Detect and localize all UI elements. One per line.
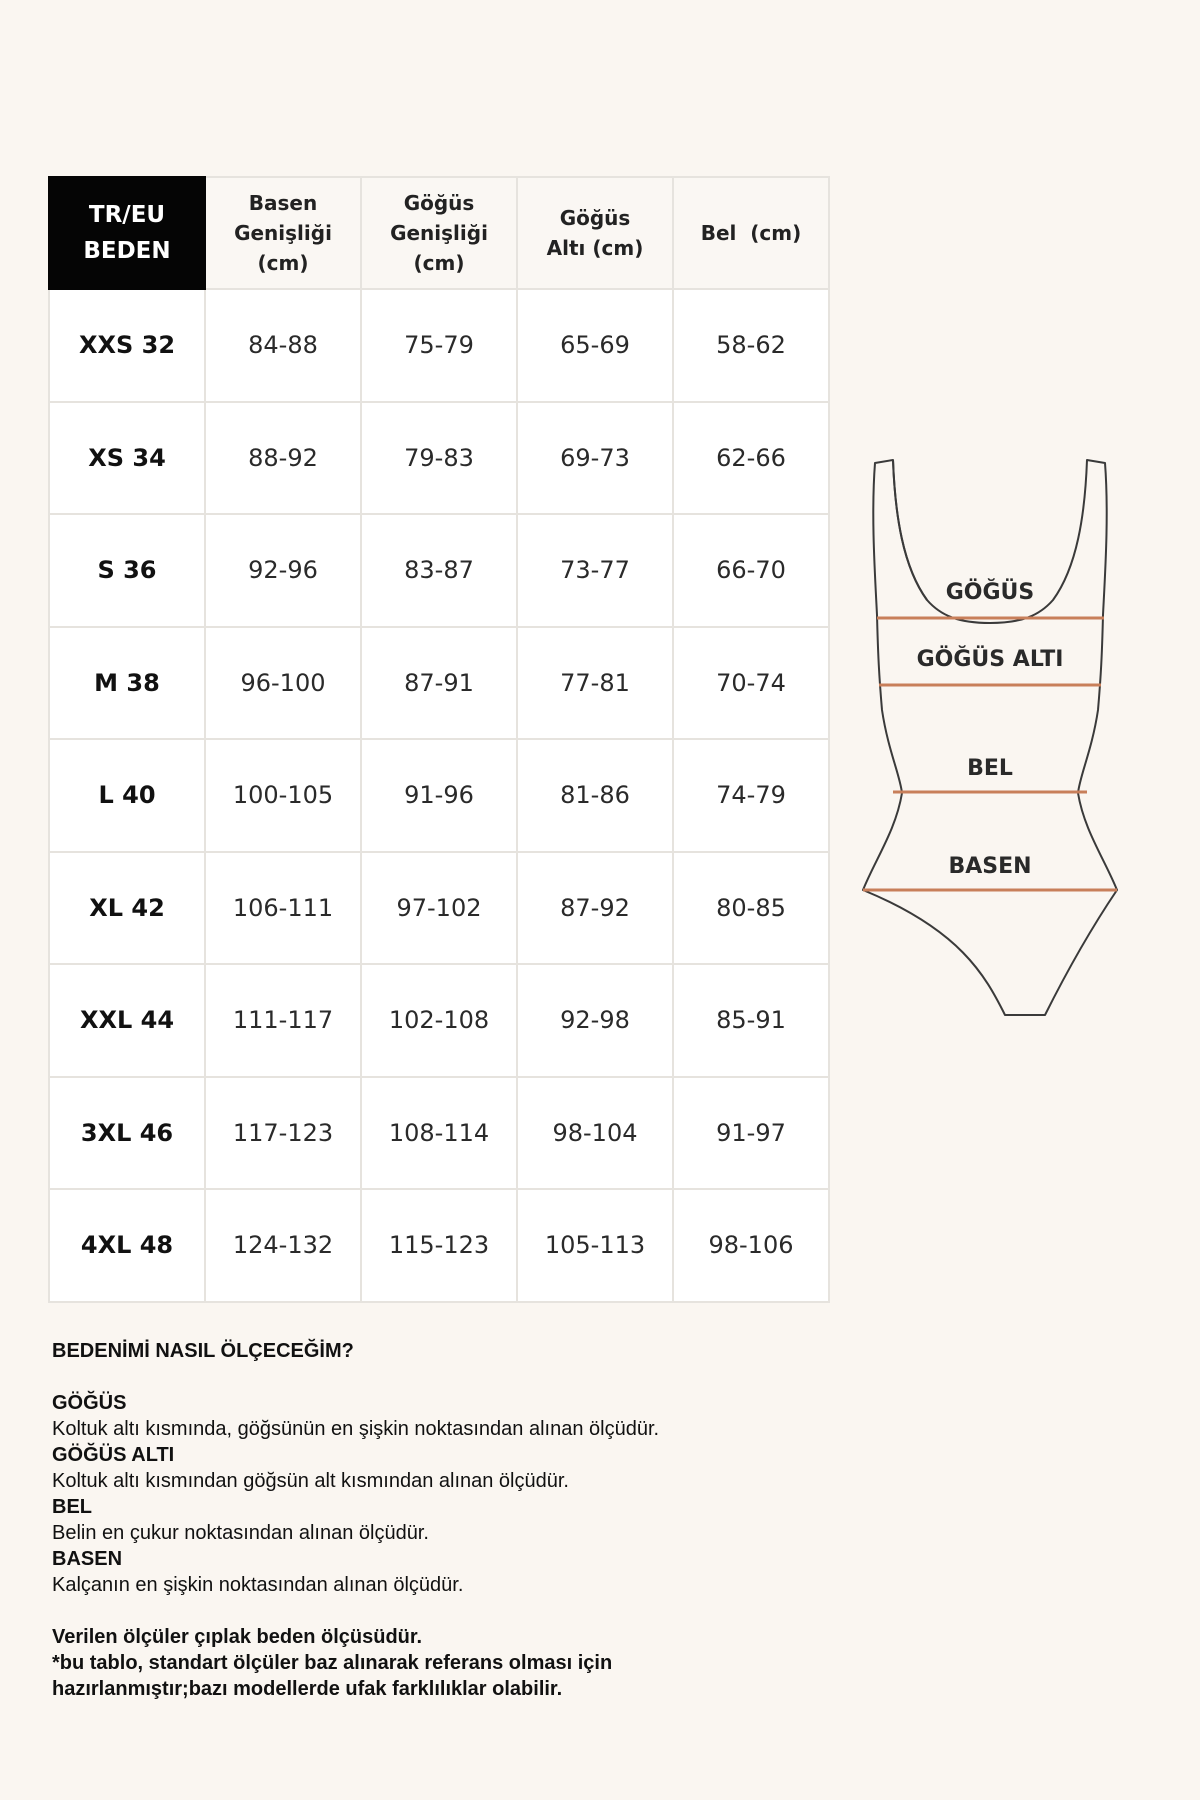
waist-cell: 58-62 — [673, 289, 829, 402]
guide-note: *bu tablo, standart ölçüler baz alınarak referans olması için — [52, 1652, 613, 1674]
underbust-cell: 81-86 — [517, 739, 673, 852]
hip-cell: 124-132 — [205, 1189, 361, 1302]
size-cell: XL 42 — [49, 852, 205, 965]
size-cell: L 40 — [49, 739, 205, 852]
table-row — [49, 739, 829, 852]
header-bust-width — [361, 177, 517, 289]
table-row — [49, 964, 829, 1077]
header-line: Göğüs — [403, 191, 475, 215]
table-row — [49, 1189, 829, 1302]
hip-label: BASEN — [948, 854, 1032, 879]
guide-note: hazırlanmıştır;bazı modellerde ufak farklılıklar olabilir. — [52, 1678, 563, 1700]
bust-label: GÖĞÜS — [945, 580, 1035, 605]
waist-cell: 85-91 — [673, 964, 829, 1077]
header-line: BEDEN — [83, 238, 171, 264]
waist-cell: 70-74 — [673, 627, 829, 740]
size-cell: 3XL 46 — [49, 1077, 205, 1190]
waist-label: BEL — [967, 756, 1013, 781]
guide-title: BEDENİMİ NASIL ÖLÇECEĞİM? — [52, 1340, 354, 1362]
table-header-row — [49, 177, 829, 289]
underbust-cell: 98-104 — [517, 1077, 673, 1190]
size-cell: S 36 — [49, 514, 205, 627]
hip-cell: 111-117 — [205, 964, 361, 1077]
bust-cell: 87-91 — [361, 627, 517, 740]
bust-cell: 108-114 — [361, 1077, 517, 1190]
guide-item-label: BASEN — [52, 1548, 123, 1570]
size-cell: XXS 32 — [49, 289, 205, 402]
bust-cell: 79-83 — [361, 402, 517, 515]
guide-item-label: GÖĞÜS ALTI — [52, 1444, 175, 1466]
size-cell: 4XL 48 — [49, 1189, 205, 1302]
header-hip-width — [205, 177, 361, 289]
hip-cell: 100-105 — [205, 739, 361, 852]
table-row — [49, 852, 829, 965]
header-underbust — [517, 177, 673, 289]
header-line: TR/EU — [88, 202, 166, 228]
hip-cell: 117-123 — [205, 1077, 361, 1190]
guide-note: Verilen ölçüler çıplak beden ölçüsüdür. — [52, 1626, 423, 1648]
header-line: Basen — [248, 191, 318, 215]
table-row — [49, 627, 829, 740]
table-row — [49, 1077, 829, 1190]
header-waist — [673, 177, 829, 289]
header-line: Genişliği (cm) — [390, 221, 488, 275]
strap-contour — [893, 460, 927, 600]
guide-item-label: BEL — [52, 1496, 92, 1518]
header-line: Göğüs — [559, 206, 631, 230]
swimsuit-measurement-diagram — [855, 455, 1125, 1020]
waist-cell: 62-66 — [673, 402, 829, 515]
swimsuit-outline — [863, 460, 1117, 1015]
bust-cell: 83-87 — [361, 514, 517, 627]
guide-item-text: Belin en çukur noktasından alınan ölçüdür. — [52, 1522, 429, 1544]
underbust-cell: 69-73 — [517, 402, 673, 515]
hip-cell: 92-96 — [205, 514, 361, 627]
waist-cell: 74-79 — [673, 739, 829, 852]
hip-cell: 84-88 — [205, 289, 361, 402]
underbust-cell: 87-92 — [517, 852, 673, 965]
table-row — [49, 402, 829, 515]
underbust-cell: 77-81 — [517, 627, 673, 740]
size-chart-table — [48, 176, 830, 1303]
underbust-cell: 65-69 — [517, 289, 673, 402]
guide-item-text: Koltuk altı kısmından göğsün alt kısmından alınan ölçüdür. — [52, 1470, 569, 1492]
table-row — [49, 514, 829, 627]
underbust-cell: 73-77 — [517, 514, 673, 627]
waist-cell: 80-85 — [673, 852, 829, 965]
underbust-cell: 92-98 — [517, 964, 673, 1077]
hip-cell: 106-111 — [205, 852, 361, 965]
bust-cell: 102-108 — [361, 964, 517, 1077]
bust-cell: 91-96 — [361, 739, 517, 852]
size-cell: M 38 — [49, 627, 205, 740]
bust-cell: 75-79 — [361, 289, 517, 402]
size-cell: XXL 44 — [49, 964, 205, 1077]
size-cell: XS 34 — [49, 402, 205, 515]
hip-cell: 88-92 — [205, 402, 361, 515]
guide-item-label: GÖĞÜS — [52, 1392, 127, 1414]
bust-cell: 115-123 — [361, 1189, 517, 1302]
guide-item-text: Kalçanın en şişkin noktasından alınan ölçüdür. — [52, 1574, 464, 1596]
header-line: Genişliği (cm) — [234, 221, 332, 275]
hip-cell: 96-100 — [205, 627, 361, 740]
header-size-corner — [49, 177, 205, 289]
header-line: Altı (cm) — [546, 236, 644, 260]
underbust-cell: 105-113 — [517, 1189, 673, 1302]
waist-cell: 98-106 — [673, 1189, 829, 1302]
guide-item-text: Koltuk altı kısmında, göğsünün en şişkin noktasından alınan ölçüdür. — [52, 1418, 660, 1440]
bust-cell: 97-102 — [361, 852, 517, 965]
waist-cell: 66-70 — [673, 514, 829, 627]
guide-notes — [52, 1624, 812, 1702]
table-row — [49, 289, 829, 402]
swimsuit-icon — [855, 455, 1125, 1020]
measurement-guide — [52, 1338, 812, 1702]
waist-cell: 91-97 — [673, 1077, 829, 1190]
header-line: Bel (cm) — [700, 221, 802, 245]
underbust-label: GÖĞÜS ALTI — [916, 647, 1064, 672]
